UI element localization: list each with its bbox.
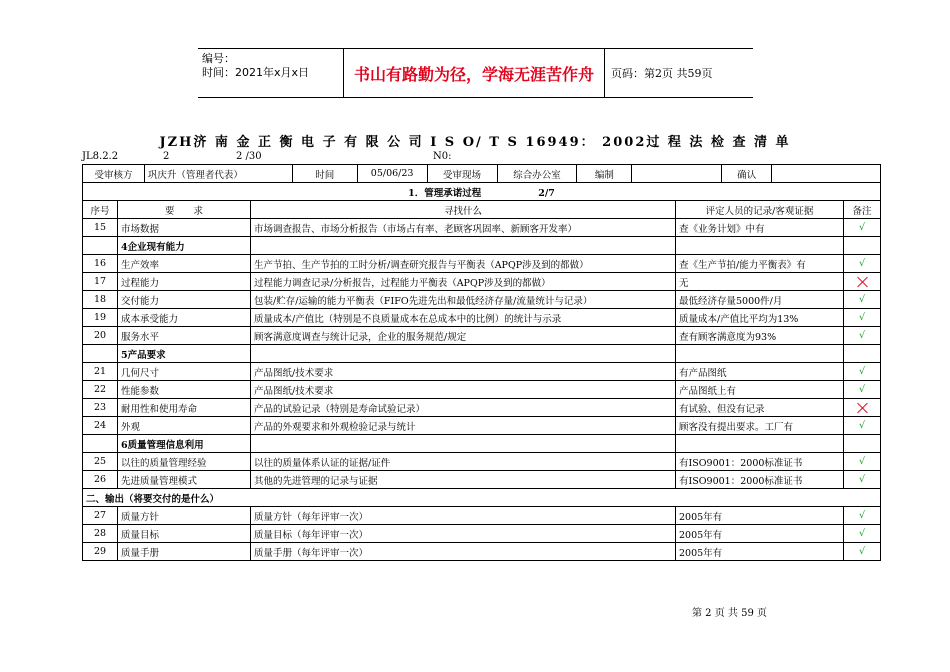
group-row bbox=[83, 435, 881, 453]
page-header bbox=[198, 48, 753, 98]
row-evidence: 查《业务计划》中有 bbox=[676, 219, 844, 237]
group-empty bbox=[844, 435, 881, 453]
group-spacer bbox=[83, 435, 118, 453]
site-value: 综合办公室 bbox=[498, 165, 578, 182]
row-number: 27 bbox=[83, 507, 118, 525]
row-find: 顾客满意度调查与统计记录，企业的服务规范/规定 bbox=[251, 327, 676, 345]
row-evidence: 质量成本/产值比平均为13% bbox=[676, 309, 844, 327]
page-footer: 第 2 页 共 59 页 bbox=[692, 608, 767, 619]
row-find: 产品的试验记录（特别是寿命试验记录） bbox=[251, 399, 676, 417]
row-evidence: 最低经济存量5000件/月 bbox=[676, 291, 844, 309]
row-find: 质量成本/产值比（特别是不良质量成本在总成本中的比例）的统计与示录 bbox=[251, 309, 676, 327]
row-number: 18 bbox=[83, 291, 118, 309]
column-header: 寻找什么 bbox=[251, 201, 676, 219]
header-slogan: 书山有路勤为径，学海无涯苦作舟 bbox=[343, 49, 605, 97]
row-number: 19 bbox=[83, 309, 118, 327]
doc-num1: 2 bbox=[163, 151, 170, 162]
row-requirement: 市场数据 bbox=[118, 219, 251, 237]
check-mark-icon: √ bbox=[844, 309, 881, 327]
row-number: 21 bbox=[83, 363, 118, 381]
row-evidence: 产品图纸上有 bbox=[676, 381, 844, 399]
group-empty bbox=[676, 237, 844, 255]
group-empty bbox=[251, 345, 676, 363]
row-requirement: 外观 bbox=[118, 417, 251, 435]
doc-no-label: N0: bbox=[433, 151, 452, 162]
time-label: 时间 bbox=[293, 165, 358, 182]
header-page-code: 页码：第2页 共59页 bbox=[611, 67, 713, 80]
row-find: 过程能力调查记录/分析报告，过程能力平衡表（APQP涉及到的都做） bbox=[251, 273, 676, 291]
row-find: 以往的质量体系认证的证据/证件 bbox=[251, 453, 676, 471]
column-header: 要 求 bbox=[118, 201, 251, 219]
group-empty bbox=[251, 237, 676, 255]
checklist-table bbox=[82, 164, 881, 561]
check-mark-icon: √ bbox=[844, 291, 881, 309]
group-empty bbox=[676, 435, 844, 453]
table-row bbox=[83, 453, 881, 471]
row-find: 质量目标（每年评审一次） bbox=[251, 525, 676, 543]
row-requirement: 耐用性和使用寿命 bbox=[118, 399, 251, 417]
row-find: 质量方针（每年评审一次） bbox=[251, 507, 676, 525]
row-evidence: 2005年有 bbox=[676, 525, 844, 543]
row-number: 26 bbox=[83, 471, 118, 489]
table-row bbox=[83, 219, 881, 237]
table-row bbox=[83, 525, 881, 543]
check-mark-icon: √ bbox=[844, 363, 881, 381]
row-evidence: 查有顾客满意度为93% bbox=[676, 327, 844, 345]
group-empty bbox=[251, 435, 676, 453]
row-find: 包装/贮存/运输的能力平衡表（FIFO先进先出和最低经济存量/流量统计与记录） bbox=[251, 291, 676, 309]
row-evidence: 有试验、但没有记录 bbox=[676, 399, 844, 417]
row-number: 20 bbox=[83, 327, 118, 345]
cross-icon bbox=[857, 276, 868, 287]
table-row bbox=[83, 417, 881, 435]
row-number: 17 bbox=[83, 273, 118, 291]
process-title-row bbox=[83, 183, 881, 201]
row-requirement: 交付能力 bbox=[118, 291, 251, 309]
section-label: 二、输出（将要交付的是什么） bbox=[83, 489, 881, 507]
row-evidence: 有ISO9001：2000标准证书 bbox=[676, 453, 844, 471]
info-cell bbox=[83, 165, 881, 183]
auditee-label: 受审核方 bbox=[83, 165, 145, 182]
row-evidence: 2005年有 bbox=[676, 543, 844, 561]
check-mark-icon: √ bbox=[844, 507, 881, 525]
group-empty bbox=[844, 345, 881, 363]
check-mark-icon: √ bbox=[844, 327, 881, 345]
row-requirement: 质量手册 bbox=[118, 543, 251, 561]
doc-code: JL8.2.2 bbox=[82, 151, 119, 162]
header-meta bbox=[198, 49, 343, 97]
row-requirement: 质量目标 bbox=[118, 525, 251, 543]
row-number: 16 bbox=[83, 255, 118, 273]
info-row bbox=[83, 165, 881, 183]
row-find: 市场调查报告、市场分析报告（市场占有率、老顾客巩固率、新顾客开发率） bbox=[251, 219, 676, 237]
row-number: 28 bbox=[83, 525, 118, 543]
check-mark-icon: √ bbox=[844, 219, 881, 237]
check-mark-icon: √ bbox=[844, 381, 881, 399]
table-row bbox=[83, 543, 881, 561]
row-evidence: 有ISO9001：2000标准证书 bbox=[676, 471, 844, 489]
column-header: 备注 bbox=[844, 201, 881, 219]
check-mark-icon: √ bbox=[844, 453, 881, 471]
row-evidence: 无 bbox=[676, 273, 844, 291]
cross-mark-icon bbox=[844, 399, 881, 417]
row-find: 质量手册（每年评审一次） bbox=[251, 543, 676, 561]
row-number: 22 bbox=[83, 381, 118, 399]
table-row bbox=[83, 381, 881, 399]
group-row bbox=[83, 237, 881, 255]
row-requirement: 成本承受能力 bbox=[118, 309, 251, 327]
table-row bbox=[83, 291, 881, 309]
table-row bbox=[83, 309, 881, 327]
group-label: 5产品要求 bbox=[118, 345, 251, 363]
group-spacer bbox=[83, 237, 118, 255]
check-mark-icon: √ bbox=[844, 417, 881, 435]
table-row bbox=[83, 399, 881, 417]
check-mark-icon: √ bbox=[844, 525, 881, 543]
table-row bbox=[83, 327, 881, 345]
row-requirement: 性能参数 bbox=[118, 381, 251, 399]
table-row bbox=[83, 273, 881, 291]
group-label: 6质量管理信息利用 bbox=[118, 435, 251, 453]
cross-icon bbox=[857, 402, 868, 413]
auditee-value: 巩庆升（管理者代表） bbox=[145, 165, 293, 182]
row-requirement: 生产效率 bbox=[118, 255, 251, 273]
check-mark-icon: √ bbox=[844, 543, 881, 561]
row-find: 产品图纸/技术要求 bbox=[251, 363, 676, 381]
group-empty bbox=[844, 237, 881, 255]
confirm-value bbox=[772, 165, 880, 182]
row-find: 产品图纸/技术要求 bbox=[251, 381, 676, 399]
check-mark-icon: √ bbox=[844, 255, 881, 273]
row-evidence: 有产品图纸 bbox=[676, 363, 844, 381]
confirm-label: 确认 bbox=[722, 165, 772, 182]
row-requirement: 以往的质量管理经验 bbox=[118, 453, 251, 471]
table-row bbox=[83, 507, 881, 525]
row-evidence: 查《生产节拍/能力平衡表》有 bbox=[676, 255, 844, 273]
row-requirement: 质量方针 bbox=[118, 507, 251, 525]
table-row bbox=[83, 471, 881, 489]
site-label: 受审现场 bbox=[428, 165, 498, 182]
row-find: 产品的外观要求和外观检验记录与统计 bbox=[251, 417, 676, 435]
column-header-row bbox=[83, 201, 881, 219]
row-number: 23 bbox=[83, 399, 118, 417]
column-header: 评定人员的记录/客观证据 bbox=[676, 201, 844, 219]
group-label: 4企业现有能力 bbox=[118, 237, 251, 255]
cross-mark-icon bbox=[844, 273, 881, 291]
document-title: JZH济 南 金 正 衡 电 子 有 限 公 司 I S O/ T S 16949： 2002过 程 法 检 查 清 单 bbox=[159, 135, 791, 150]
process-title: 1．管理承诺过程 2/7 bbox=[83, 183, 881, 201]
column-header: 序号 bbox=[83, 201, 118, 219]
group-row bbox=[83, 345, 881, 363]
table-row bbox=[83, 255, 881, 273]
row-number: 24 bbox=[83, 417, 118, 435]
section-row bbox=[83, 489, 881, 507]
row-requirement: 先进质量管理模式 bbox=[118, 471, 251, 489]
row-evidence: 顾客没有提出要求。工厂有 bbox=[676, 417, 844, 435]
row-requirement: 过程能力 bbox=[118, 273, 251, 291]
row-requirement: 服务水平 bbox=[118, 327, 251, 345]
row-number: 25 bbox=[83, 453, 118, 471]
check-mark-icon: √ bbox=[844, 471, 881, 489]
header-date: 时间：2021年x月x日 bbox=[202, 66, 310, 79]
group-empty bbox=[676, 345, 844, 363]
time-value: 05/06/23 bbox=[358, 165, 428, 182]
row-evidence: 2005年有 bbox=[676, 507, 844, 525]
compile-value bbox=[632, 165, 722, 182]
group-spacer bbox=[83, 345, 118, 363]
row-find: 生产节拍、生产节拍的工时分析/调查研究报告与平衡表（APQP涉及到的都做） bbox=[251, 255, 676, 273]
doc-num2: 2 /30 bbox=[236, 151, 262, 162]
row-number: 15 bbox=[83, 219, 118, 237]
header-number: 编号： bbox=[202, 52, 235, 65]
row-find: 其他的先进管理的记录与证据 bbox=[251, 471, 676, 489]
table-row bbox=[83, 363, 881, 381]
row-requirement: 几何尺寸 bbox=[118, 363, 251, 381]
compile-label: 编制 bbox=[577, 165, 632, 182]
row-number: 29 bbox=[83, 543, 118, 561]
